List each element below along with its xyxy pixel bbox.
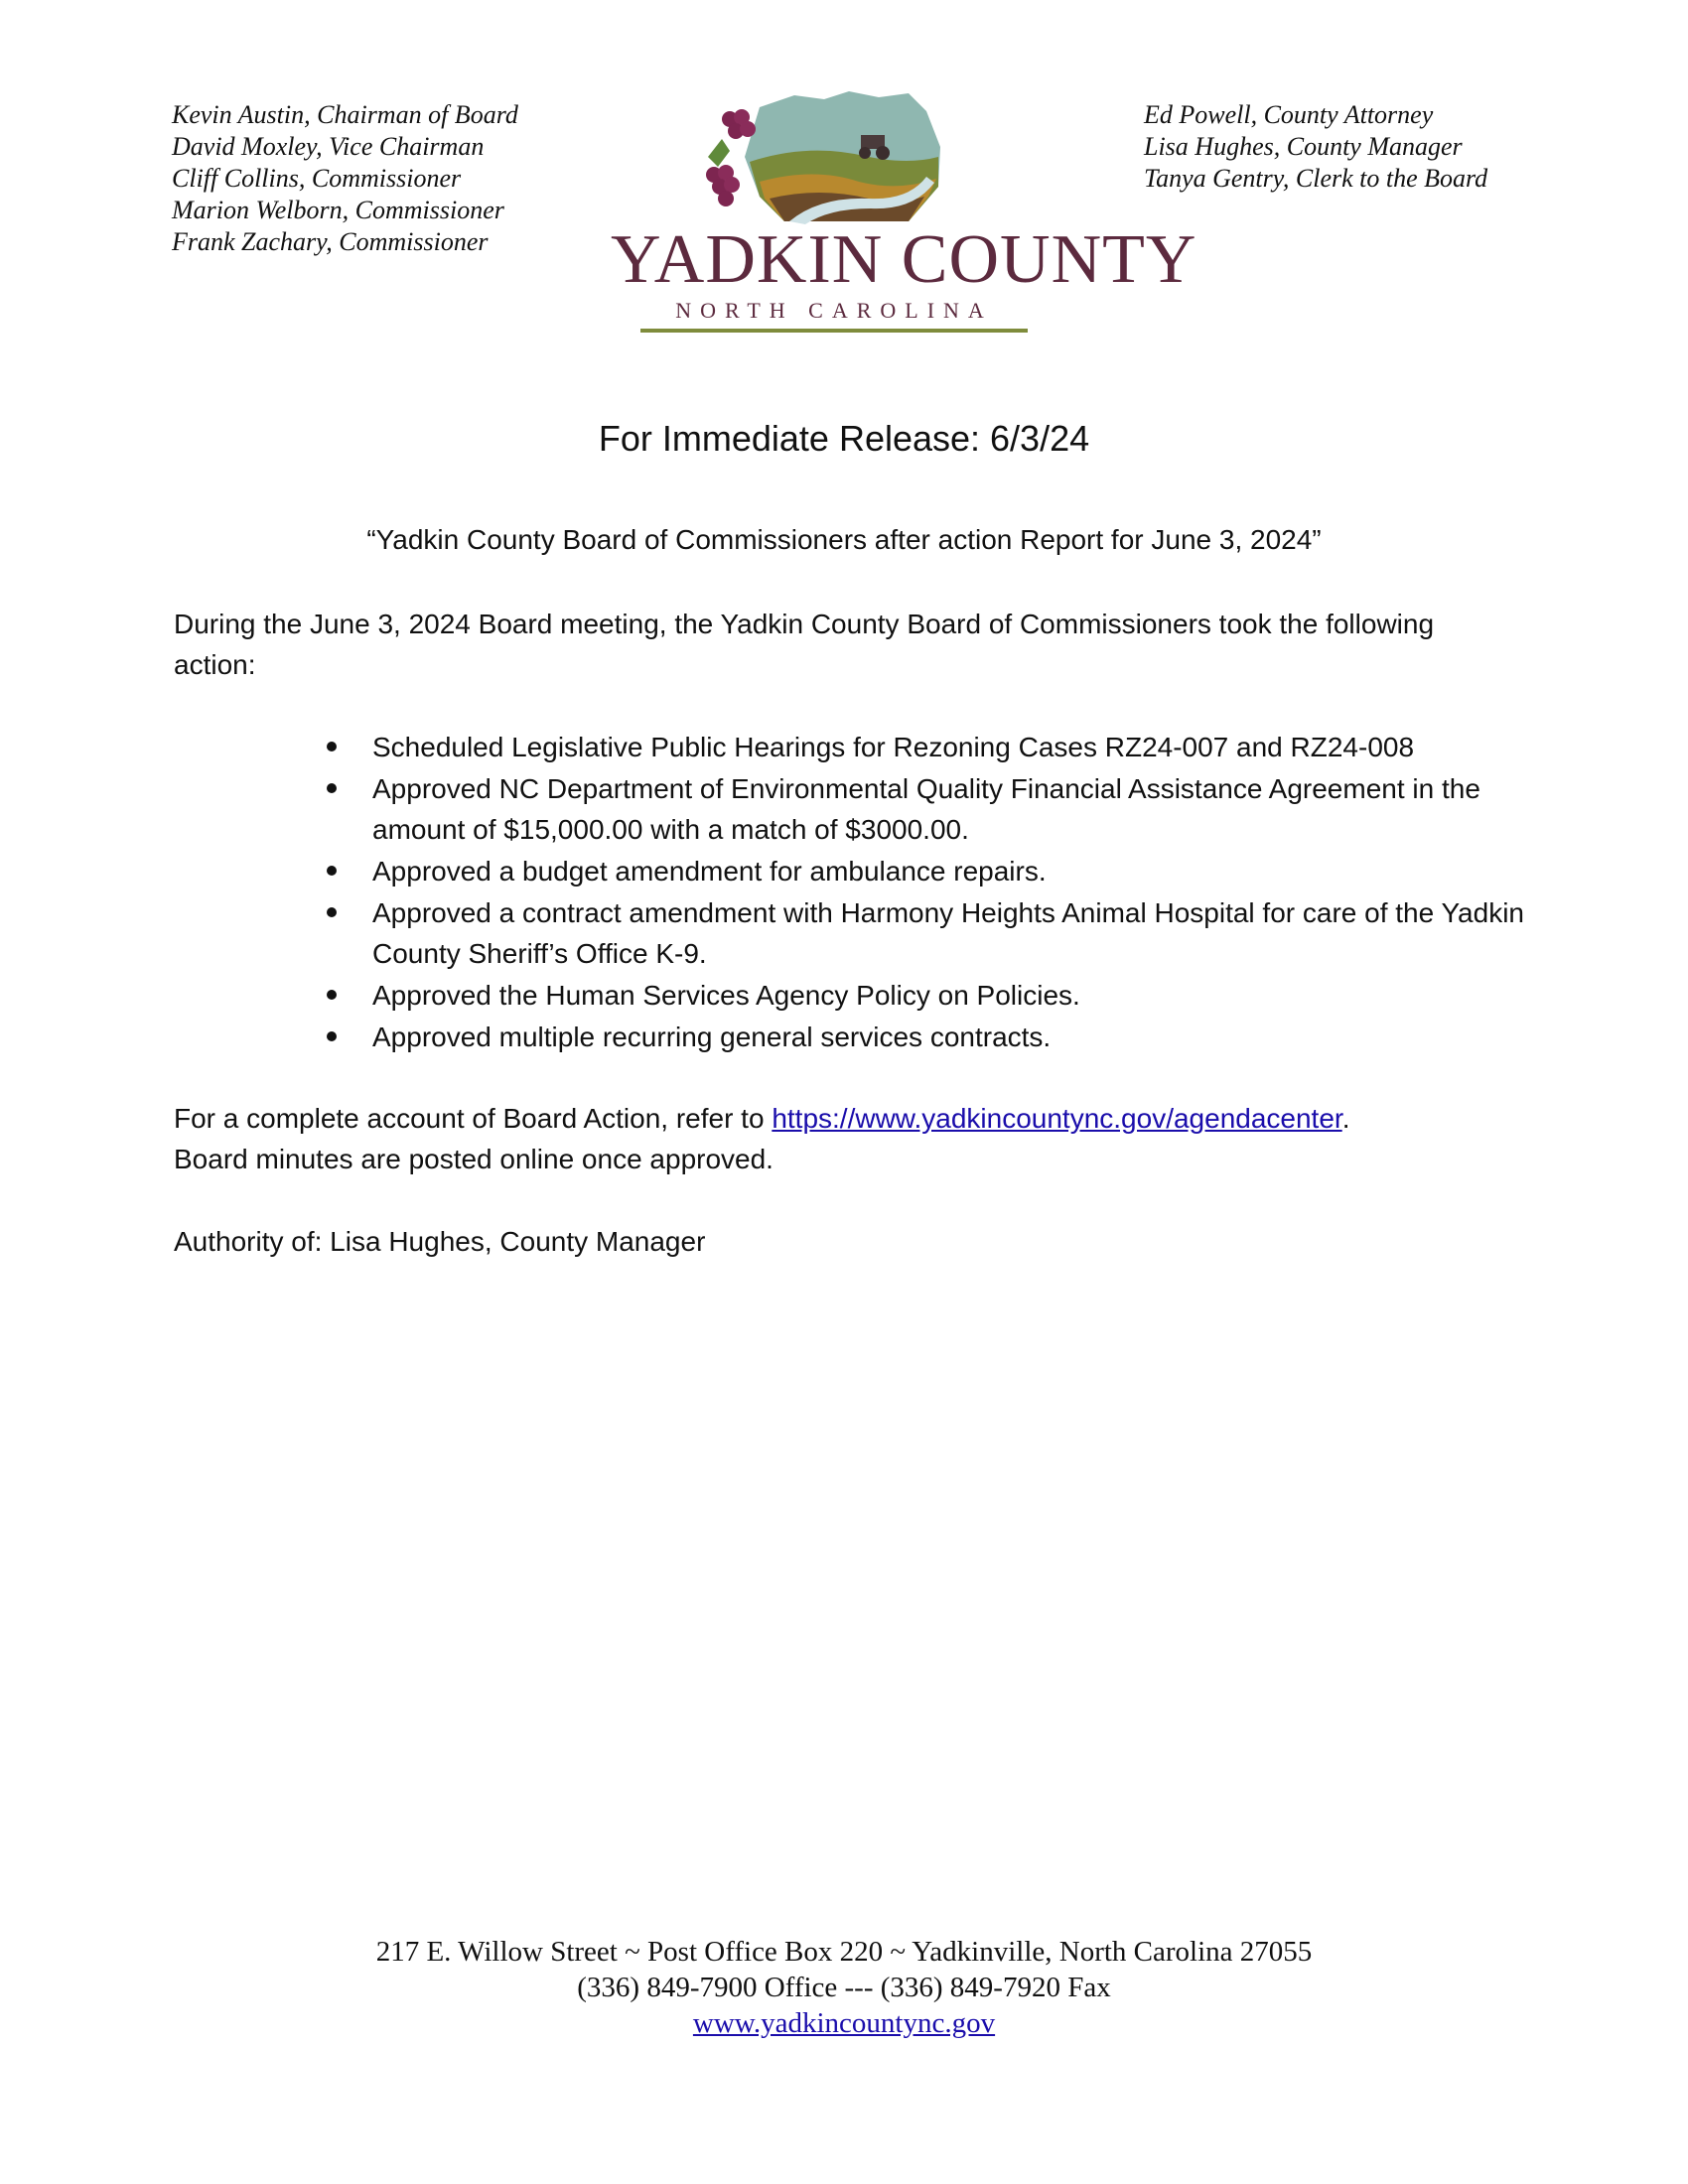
board-member-name: Kevin Austin, Chairman of Board — [172, 100, 518, 129]
board-actions-list — [174, 727, 1524, 1058]
logo-title: YADKIN COUNTY — [611, 221, 1197, 298]
board-member-name: Cliff Collins, Commissioner — [172, 164, 462, 193]
county-staff-list — [1144, 99, 1487, 195]
minutes-note: Board minutes are posted online once approved. — [174, 1144, 774, 1174]
staff-member-name: Lisa Hughes, County Manager — [1144, 132, 1463, 161]
report-title: “Yadkin County Board of Commissioners after action Report for June 3, 2024” — [366, 524, 1322, 555]
more-info-paragraph — [174, 1098, 1504, 1179]
list-item: Approved a contract amendment with Harmony Heights Animal Hospital for care of the Yadkin County Sheriff’s Office K-9. — [174, 892, 1524, 974]
board-member-name: Marion Welborn, Commissioner — [172, 196, 504, 224]
footer-phone: (336) 849-7900 Office --- (336) 849-7920 Fax — [577, 1972, 1111, 2003]
board-member-name: David Moxley, Vice Chairman — [172, 132, 485, 161]
release-heading: For Immediate Release: 6/3/24 — [598, 418, 1090, 459]
staff-member-name: Ed Powell, County Attorney — [1144, 100, 1434, 129]
footer-website-link[interactable]: www.yadkincountync.gov — [692, 2007, 996, 2039]
footer-website-wrapper — [0, 2005, 1688, 2041]
logo-divider — [640, 329, 1028, 333]
more-info-prefix: For a complete account of Board Action, refer to — [174, 1103, 773, 1134]
logo-subtitle: NORTH CAROLINA — [675, 298, 993, 323]
list-item: Approved the Human Services Agency Policy on Policies. — [174, 975, 1524, 1016]
yadkin-county-logo — [611, 87, 1197, 345]
board-members-list — [172, 99, 518, 258]
list-item: Approved NC Department of Environmental Quality Financial Assistance Agreement in the amount of $15,000.00 with a match of $3000.00. — [174, 768, 1524, 850]
more-info-suffix: . — [1341, 1103, 1350, 1134]
list-item: Approved multiple recurring general services contracts. — [174, 1017, 1524, 1057]
county-landscape-icon — [611, 87, 1057, 226]
intro-paragraph: During the June 3, 2024 Board meeting, the Yadkin County Board of Commissioners took the following action: — [174, 609, 1435, 680]
footer-address: 217 E. Willow Street ~ Post Office Box 220 ~ Yadkinville, North Carolina 27055 — [375, 1936, 1313, 1968]
list-item: Approved a budget amendment for ambulance repairs. — [174, 851, 1524, 891]
staff-member-name: Tanya Gentry, Clerk to the Board — [1144, 164, 1488, 193]
list-item: Scheduled Legislative Public Hearings for Rezoning Cases RZ24-007 and RZ24-008 — [174, 727, 1524, 767]
board-member-name: Frank Zachary, Commissioner — [172, 227, 489, 256]
authority-line: Authority of: Lisa Hughes, County Manager — [174, 1226, 706, 1257]
agenda-center-link[interactable]: https://www.yadkincountync.gov/agendacenter — [772, 1103, 1342, 1134]
